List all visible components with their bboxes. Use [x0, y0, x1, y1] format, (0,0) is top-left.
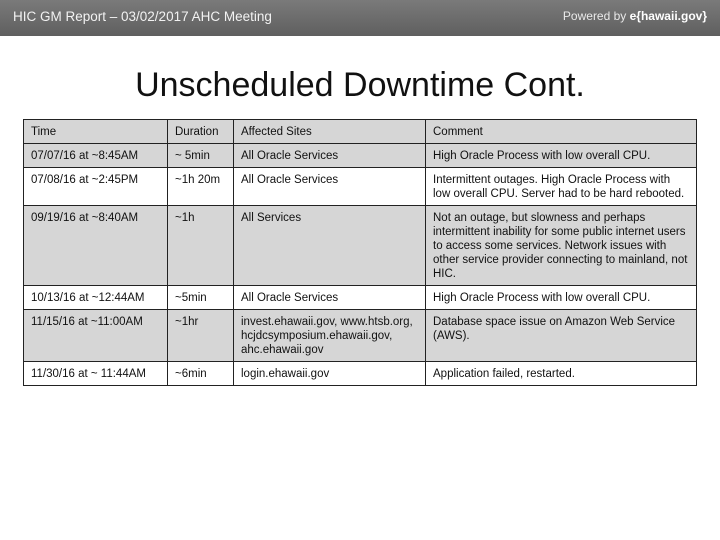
cell-affected-sites: All Oracle Services — [234, 168, 426, 206]
table-row — [24, 286, 697, 310]
cell-comment: Application failed, restarted. — [426, 362, 697, 386]
cell-time: 11/15/16 at ~11:00AM — [24, 310, 168, 362]
cell-time: 07/08/16 at ~2:45PM — [24, 168, 168, 206]
cell-affected-sites: login.ehawaii.gov — [234, 362, 426, 386]
cell-time: 11/30/16 at ~ 11:44AM — [24, 362, 168, 386]
table-row — [24, 206, 697, 286]
brand-name: e{hawaii.gov} — [629, 9, 707, 23]
cell-duration: ~6min — [168, 362, 234, 386]
cell-comment: Not an outage, but slowness and perhaps intermittent inability for some public internet users to access some services. Network issues with other service provider connecting to mainland, not HIC. — [426, 206, 697, 286]
table-row — [24, 362, 697, 386]
table-row — [24, 310, 697, 362]
cell-affected-sites: All Oracle Services — [234, 144, 426, 168]
cell-duration: ~ 5min — [168, 144, 234, 168]
cell-comment: High Oracle Process with low overall CPU. — [426, 144, 697, 168]
column-header-comment: Comment — [426, 120, 697, 144]
header-row — [24, 120, 697, 144]
cell-duration: ~1hr — [168, 310, 234, 362]
column-header-affected-sites: Affected Sites — [234, 120, 426, 144]
table-row — [24, 144, 697, 168]
cell-duration: ~1h — [168, 206, 234, 286]
cell-duration: ~5min — [168, 286, 234, 310]
downtime-table — [23, 119, 697, 386]
cell-time: 09/19/16 at ~8:40AM — [24, 206, 168, 286]
brand-prefix: Powered by — [562, 9, 630, 23]
cell-comment: Database space issue on Amazon Web Service (AWS). — [426, 310, 697, 362]
cell-affected-sites: All Oracle Services — [234, 286, 426, 310]
cell-comment: Intermittent outages. High Oracle Process with low overall CPU. Server had to be hard rebooted. — [426, 168, 697, 206]
cell-duration: ~1h 20m — [168, 168, 234, 206]
cell-comment: High Oracle Process with low overall CPU. — [426, 286, 697, 310]
column-header-duration: Duration — [168, 120, 234, 144]
cell-time: 07/07/16 at ~8:45AM — [24, 144, 168, 168]
cell-affected-sites: All Services — [234, 206, 426, 286]
table-row — [24, 168, 697, 206]
slide-title: Unscheduled Downtime Cont. — [135, 66, 585, 104]
report-title: HIC GM Report – 03/02/2017 AHC Meeting — [13, 9, 272, 24]
cell-affected-sites: invest.ehawaii.gov, www.htsb.org, hcjdcsymposium.ehawaii.gov, ahc.ehawaii.gov — [234, 310, 426, 362]
powered-by-logo — [563, 9, 707, 23]
header-bar — [0, 0, 720, 36]
cell-time: 10/13/16 at ~12:44AM — [24, 286, 168, 310]
column-header-time: Time — [24, 120, 168, 144]
